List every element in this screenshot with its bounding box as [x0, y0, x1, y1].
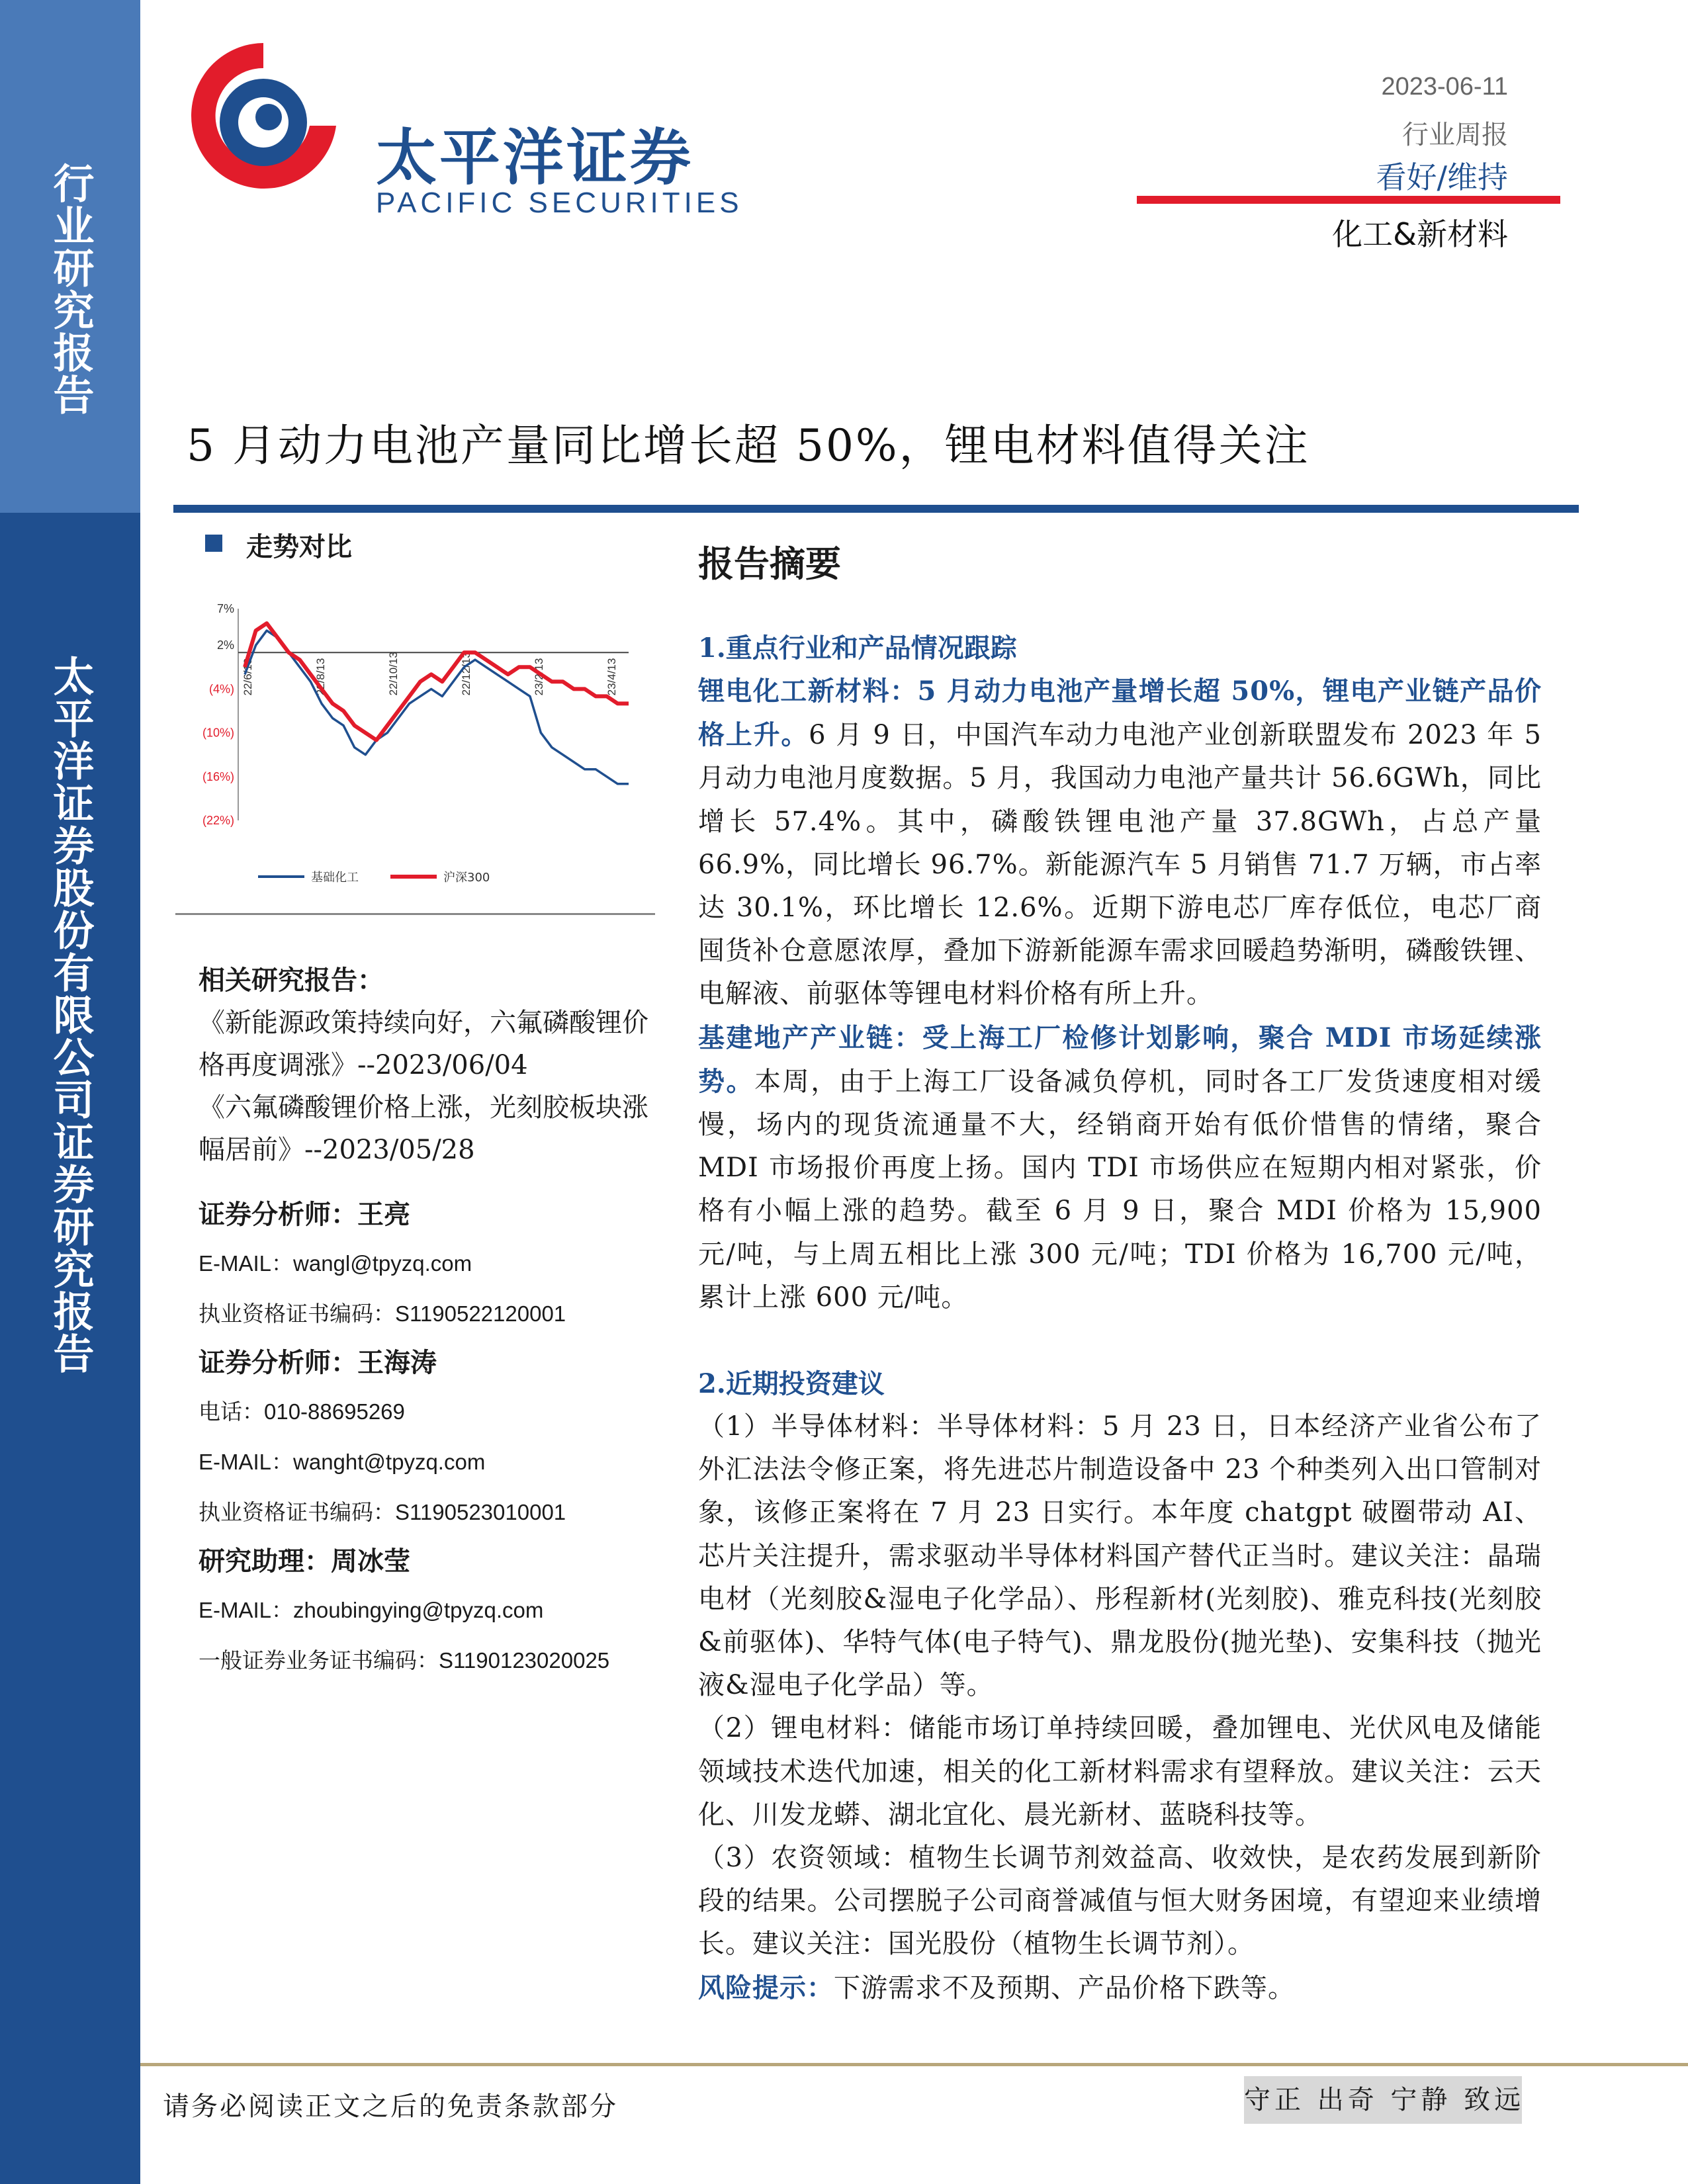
sidebar-company-label: 太平洋证券股份有限公司证券研究报告	[46, 655, 95, 1375]
section-1-para-2-lead: 基建地产产业链：受上海工厂检修计划影响，聚合 MDI 市场延续涨势。	[698, 1022, 1542, 1097]
assistant-email: E-MAIL：zhoubingying@tpyzq.com	[199, 1598, 544, 1622]
footer-disclaimer: 请务必阅读正文之后的免责条款部分	[163, 2091, 618, 2122]
related-reports	[199, 959, 662, 1171]
industry-label: 化工&新材料	[1332, 216, 1508, 252]
section-2-para-2: （2）锂电材料：储能市场订单持续回暖，叠加锂电、光伏风电及储能领域技术迭代加速，相关的化工新材料需求有望释放。建议关注：云天化、川发龙蟒、湖北宜化、晨光新材、蓝晓科技等。	[698, 1713, 1542, 1830]
section-2-heading: 2.近期投资建议	[698, 1368, 885, 1400]
section-1-para-1-body: 6 月 9 日，中国汽车动力电池产业创新联盟发布 2023 年 5 月动力电池月度数据。5 月，我国动力电池产量共计 56.6GWh，同比增长 57.4%。其中，磷酸铁锂电池产量 37.8GWh，占总产量 66.9%，同比增长 96.7%。新能源汽车 5 月销售 71.7 万辆，市占率达 30.1%，环比增长 12.6%。近期下游电芯厂库存低位，电芯厂商囤货补仓意愿浓厚，叠加下游新能源车需求回暖趋势渐明，磷酸铁锂、电解液、前驱体等锂电材料价格有所上升。	[698, 720, 1542, 1010]
assistant-cert: 一般证券业务证书编码：S1190123020025	[199, 1648, 610, 1673]
section-1-para-1-lead: 锂电化工新材料：5 月动力电池产量增长超 50%，锂电产业链产品价格上升。	[698, 676, 1542, 751]
section-1-para-2	[698, 1016, 1542, 1319]
summary-heading: 报告摘要	[698, 543, 841, 585]
section-bullet-icon	[205, 535, 222, 552]
chart-y-tick-label: (4%)	[208, 682, 234, 696]
chart-series-line-2	[245, 623, 629, 740]
page-title: 5 月动力电池产量同比增长超 50%，锂电材料值得关注	[187, 420, 1310, 471]
chart-x-tick-label: 22/6/13	[242, 658, 254, 696]
section-2-para-3: （3）农资领域：植物生长调节剂效益高、收效快，是农药发展到新阶段的结果。公司摆脱子公司商誉减值与恒大财务困境，有望迎来业绩增长。建议关注：国光股份（植物生长调节剂）。	[698, 1843, 1542, 1960]
risk-note	[698, 1966, 1542, 2010]
analyst-1-role: 证券分析师：王亮	[199, 1199, 410, 1230]
chart-y-tick-label: 7%	[216, 602, 234, 615]
chart-divider	[175, 913, 655, 915]
summary-section	[698, 536, 1542, 2010]
footer-divider	[140, 2063, 1688, 2066]
analyst-2-phone: 电话：010-88695269	[199, 1399, 405, 1424]
title-divider	[173, 505, 1579, 513]
chart-y-tick-label: (10%)	[202, 726, 234, 740]
related-item-1: 《新能源政策持续向好，六氟磷酸锂价格再度调涨》--2023/06/04	[199, 1008, 648, 1080]
analyst-2-cert: 执业资格证书编码：S1190523010001	[199, 1500, 566, 1524]
trend-chart	[192, 582, 668, 913]
chart-y-tick-label: 2%	[216, 638, 234, 652]
rating-label: 看好/维持	[1376, 159, 1508, 195]
section-1-para-2-body: 本周，由于上海工厂设备减负停机，同时各工厂发货速度相对缓慢，场内的现货流通量不大，经销商开始有低价惜售的情绪，聚合 MDI 市场报价再度上扬。国内 TDI 市场供应在短期内相对紧张，价格有小幅上涨的趋势。截至 6 月 9 日，聚合 MDI 价格为 15,900 元/吨，与上周五相比上涨 300 元/吨；TDI 价格为 16,700 元/吨，累计上涨 600 元/吨。	[698, 1066, 1542, 1313]
chart-x-tick-label: 22/12/13	[460, 652, 472, 696]
analyst-2-email: E-MAIL：wanght@tpyzq.com	[199, 1450, 486, 1474]
analyst-block	[199, 1191, 662, 1686]
assistant-role: 研究助理：周冰莹	[199, 1546, 410, 1577]
report-type: 行业周报	[1402, 120, 1508, 150]
logo-cn-text: 太平洋证券	[376, 122, 694, 193]
section-1-para-1	[698, 670, 1542, 1016]
chart-legend-label: 沪深300	[443, 871, 490, 885]
risk-text: 下游需求不及预期、产品价格下跌等。	[834, 1972, 1295, 2003]
analyst-1-email: E-MAIL：wangl@tpyzq.com	[199, 1251, 472, 1276]
chart-x-tick-label: 23/4/13	[605, 658, 618, 696]
chart-y-tick-label: (22%)	[202, 814, 234, 827]
rating-underline	[1137, 196, 1560, 204]
chart-x-tick-label: 23/2/13	[533, 658, 545, 696]
report-date: 2023-06-11	[1381, 73, 1508, 101]
chart-x-tick-label: 22/10/13	[387, 652, 400, 696]
footer-motto: 守正 出奇 宁静 致远	[1244, 2076, 1522, 2124]
section-2-para-1: （1）半导体材料：半导体材料：5 月 23 日，日本经济产业省公布了外汇法法令修正案，将先进芯片制造设备中 23 个种类列入出口管制对象，该修正案将在 7 月 23 日实行。本年度 chatgpt 破圈带动 AI、芯片关注提升，需求驱动半导体材料国产替代正当时。建议关注：晶瑞电材（光刻胶&湿电子化学品）、彤程新材(光刻胶)、雅克科技(光刻胶&前驱体)、华特气体(电子特气)、鼎龙股份(抛光垫)、安集科技（抛光液&湿电子化学品）等。	[698, 1411, 1542, 1701]
chart-series-line-1	[245, 631, 629, 784]
related-item-2: 《六氟磷酸锂价格上涨，光刻胶板块涨幅居前》--2023/05/28	[199, 1092, 648, 1165]
logo-en-text: PACIFIC SECURITIES	[376, 187, 743, 219]
analyst-2-role: 证券分析师：王海涛	[199, 1347, 437, 1378]
trend-heading: 走势对比	[246, 531, 352, 562]
chart-legend-label: 基础化工	[311, 871, 359, 885]
related-heading: 相关研究报告：	[199, 965, 384, 996]
analyst-1-cert: 执业资格证书编码：S1190522120001	[199, 1301, 566, 1326]
chart-y-tick-label: (16%)	[202, 769, 234, 783]
sidebar-report-label: 行业研究报告	[46, 162, 95, 416]
chart-x-tick-label: 22/8/13	[314, 658, 327, 696]
company-logo-icon	[177, 36, 349, 195]
section-1-heading: 1.重点行业和产品情况跟踪	[698, 633, 1017, 664]
risk-label: 风险提示：	[698, 1972, 834, 2003]
